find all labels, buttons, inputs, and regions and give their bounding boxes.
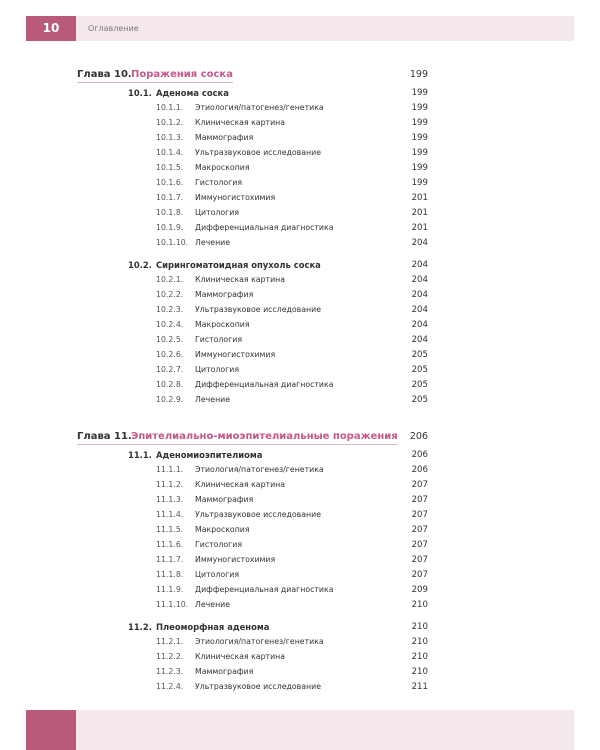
- toc-subsection[interactable]: [0, 378, 600, 392]
- entry-number: 11.1.1.: [156, 465, 184, 474]
- entry-number: 10.2.4.: [156, 320, 184, 329]
- entry-page-number: 205: [411, 365, 428, 375]
- entry-title: Макроскопия: [195, 163, 250, 172]
- entry-title: Клиническая картина: [195, 118, 286, 127]
- entry-page-number: 207: [411, 540, 428, 550]
- entry-page-number: 201: [411, 208, 428, 218]
- entry-number: 11.1.2.: [156, 480, 184, 489]
- entry-number: 10.2.5.: [156, 335, 184, 344]
- entry-number: 10.2.1.: [156, 275, 184, 284]
- entry-title: Маммография: [195, 667, 254, 676]
- entry-title: Цитология: [195, 570, 240, 579]
- entry-page-number: 207: [411, 495, 428, 505]
- toc-subsection[interactable]: [0, 665, 600, 679]
- entry-page-number: 204: [411, 335, 428, 345]
- toc-subsection[interactable]: [0, 206, 600, 220]
- entry-number: 11.2.2.: [156, 652, 184, 661]
- entry-title: Цитология: [195, 208, 240, 217]
- toc-subsection[interactable]: [0, 303, 600, 317]
- entry-title: Гистология: [195, 178, 243, 187]
- entry-title: Ультразвуковое исследование: [195, 510, 321, 519]
- entry-title: Дифференциальная диагностика: [195, 223, 334, 232]
- entry-title: Лечение: [195, 238, 231, 247]
- toc-subsection[interactable]: [0, 598, 600, 612]
- toc-subsection[interactable]: [0, 288, 600, 302]
- entry-number: 10.1.8.: [156, 208, 184, 217]
- entry-title: Иммуногистохимия: [195, 193, 276, 202]
- entry-page-number: 205: [411, 395, 428, 405]
- entry-page-number: 204: [411, 260, 428, 270]
- entry-number: 10.1.: [128, 88, 152, 98]
- entry-number: 11.1.8.: [156, 570, 184, 579]
- entry-page-number: 209: [411, 585, 428, 595]
- entry-number: 11.1.: [128, 450, 152, 460]
- entry-number: 10.2.9.: [156, 395, 184, 404]
- entry-page-number: 207: [411, 510, 428, 520]
- entry-page-number: 210: [411, 600, 428, 610]
- entry-number: 10.1.6.: [156, 178, 184, 187]
- entry-title: Клиническая картина: [195, 652, 286, 661]
- toc-subsection[interactable]: [0, 393, 600, 407]
- entry-title: Макроскопия: [195, 525, 250, 534]
- entry-page-number: 207: [411, 480, 428, 490]
- toc-chapter[interactable]: [0, 68, 600, 82]
- entry-number: 10.1.5.: [156, 163, 184, 172]
- entry-page-number: 210: [411, 637, 428, 647]
- entry-number: 11.1.10.: [156, 600, 189, 609]
- entry-page-number: 199: [411, 88, 428, 98]
- toc-subsection[interactable]: [0, 236, 600, 250]
- entry-page-number: 199: [411, 178, 428, 188]
- toc-subsection[interactable]: [0, 116, 600, 130]
- entry-number: 10.1.2.: [156, 118, 184, 127]
- entry-page-number: 205: [411, 350, 428, 360]
- entry-title: Лечение: [195, 395, 231, 404]
- toc-subsection[interactable]: [0, 553, 600, 567]
- entry-number: 11.2.4.: [156, 682, 184, 691]
- toc-section[interactable]: [0, 258, 600, 272]
- entry-page-number: 207: [411, 570, 428, 580]
- entry-title: Аденома соска: [156, 88, 229, 98]
- entry-page-number: 207: [411, 555, 428, 565]
- entry-number: 11.1.7.: [156, 555, 184, 564]
- chapter-underline: [77, 444, 398, 445]
- entry-number: 11.1.6.: [156, 540, 184, 549]
- entry-page-number: 199: [411, 163, 428, 173]
- entry-title: Этиология/патогенез/генетика: [195, 637, 324, 646]
- entry-title: Гистология: [195, 540, 243, 549]
- entry-page-number: 204: [411, 238, 428, 248]
- toc-subsection[interactable]: [0, 363, 600, 377]
- entry-title: Цитология: [195, 365, 240, 374]
- entry-title: Гистология: [195, 335, 243, 344]
- toc-subsection[interactable]: [0, 318, 600, 332]
- entry-title: Лечение: [195, 600, 231, 609]
- toc-subsection[interactable]: [0, 191, 600, 205]
- entry-page-number: 204: [411, 305, 428, 315]
- entry-number: 11.2.1.: [156, 637, 184, 646]
- toc-subsection[interactable]: [0, 680, 600, 694]
- entry-number: 10.1.4.: [156, 148, 184, 157]
- page-number: 10: [26, 16, 76, 41]
- toc-subsection[interactable]: [0, 146, 600, 160]
- entry-title: Ультразвуковое исследование: [195, 682, 321, 691]
- entry-number: 10.2.6.: [156, 350, 184, 359]
- header-title: Оглавление: [88, 24, 139, 33]
- toc-subsection[interactable]: [0, 538, 600, 552]
- entry-page-number: 201: [411, 193, 428, 203]
- entry-title: Этиология/патогенез/генетика: [195, 103, 324, 112]
- entry-title: Иммуногистохимия: [195, 350, 276, 359]
- entry-number: 11.1.4.: [156, 510, 184, 519]
- entry-title: Аденомиоэпителиома: [156, 450, 263, 460]
- toc-section[interactable]: [0, 620, 600, 634]
- toc-subsection[interactable]: [0, 568, 600, 582]
- entry-page-number: 204: [411, 290, 428, 300]
- entry-page-number: 204: [411, 275, 428, 285]
- toc-subsection[interactable]: [0, 273, 600, 287]
- entry-title: Клиническая картина: [195, 275, 286, 284]
- entry-title: Ультразвуковое исследование: [195, 305, 321, 314]
- toc-subsection[interactable]: [0, 508, 600, 522]
- entry-page-number: 206: [409, 431, 428, 442]
- entry-page-number: 210: [411, 652, 428, 662]
- chapter-label: Глава 11.: [77, 431, 132, 442]
- entry-title: Сирингоматоидная опухоль соска: [156, 260, 321, 270]
- entry-title: Клиническая картина: [195, 480, 286, 489]
- entry-number: 10.1.3.: [156, 133, 184, 142]
- toc-subsection[interactable]: [0, 176, 600, 190]
- entry-page-number: 199: [411, 118, 428, 128]
- toc-subsection[interactable]: [0, 583, 600, 597]
- entry-page-number: 207: [411, 525, 428, 535]
- entry-title: Эпителиально-миоэпителиальные поражения: [131, 431, 398, 442]
- toc-chapter[interactable]: [0, 430, 600, 444]
- entry-page-number: 201: [411, 223, 428, 233]
- entry-title: Этиология/патогенез/генетика: [195, 465, 324, 474]
- toc-subsection[interactable]: [0, 478, 600, 492]
- entry-number: 11.1.5.: [156, 525, 184, 534]
- toc-subsection[interactable]: [0, 131, 600, 145]
- entry-page-number: 199: [411, 148, 428, 158]
- entry-page-number: 210: [411, 622, 428, 632]
- entry-number: 10.1.7.: [156, 193, 184, 202]
- entry-title: Иммуногистохимия: [195, 555, 276, 564]
- entry-number: 10.2.7.: [156, 365, 184, 374]
- entry-page-number: 211: [411, 682, 428, 692]
- toc-subsection[interactable]: [0, 101, 600, 115]
- entry-title: Поражения соска: [131, 69, 233, 80]
- entry-page-number: 199: [411, 133, 428, 143]
- entry-number: 10.2.3.: [156, 305, 184, 314]
- entry-title: Дифференциальная диагностика: [195, 585, 334, 594]
- toc-subsection[interactable]: [0, 333, 600, 347]
- entry-page-number: 199: [409, 69, 428, 80]
- entry-title: Плеоморфная аденома: [156, 622, 270, 632]
- footer-accent-block: [26, 710, 76, 750]
- chapter-label: Глава 10.: [77, 69, 132, 80]
- toc-subsection[interactable]: [0, 221, 600, 235]
- toc-subsection[interactable]: [0, 523, 600, 537]
- entry-page-number: 206: [411, 465, 428, 475]
- entry-number: 11.2.: [128, 622, 152, 632]
- entry-title: Маммография: [195, 290, 254, 299]
- entry-number: 11.2.3.: [156, 667, 184, 676]
- toc-section[interactable]: [0, 86, 600, 100]
- toc-subsection[interactable]: [0, 161, 600, 175]
- chapter-underline: [77, 82, 233, 83]
- entry-page-number: 199: [411, 103, 428, 113]
- entry-title: Маммография: [195, 133, 254, 142]
- entry-number: 10.2.: [128, 260, 152, 270]
- entry-number: 10.1.10.: [156, 238, 189, 247]
- entry-number: 11.1.3.: [156, 495, 184, 504]
- toc-subsection[interactable]: [0, 463, 600, 477]
- entry-page-number: 205: [411, 380, 428, 390]
- toc-subsection[interactable]: [0, 635, 600, 649]
- entry-number: 11.1.9.: [156, 585, 184, 594]
- toc-section[interactable]: [0, 448, 600, 462]
- entry-page-number: 204: [411, 320, 428, 330]
- toc-subsection[interactable]: [0, 348, 600, 362]
- toc-subsection[interactable]: [0, 650, 600, 664]
- entry-number: 10.1.9.: [156, 223, 184, 232]
- entry-page-number: 210: [411, 667, 428, 677]
- entry-page-number: 206: [411, 450, 428, 460]
- entry-title: Макроскопия: [195, 320, 250, 329]
- entry-title: Маммография: [195, 495, 254, 504]
- page-footer: [26, 710, 574, 750]
- toc-subsection[interactable]: [0, 493, 600, 507]
- entry-number: 10.2.8.: [156, 380, 184, 389]
- entry-title: Дифференциальная диагностика: [195, 380, 334, 389]
- entry-title: Ультразвуковое исследование: [195, 148, 321, 157]
- entry-number: 10.1.1.: [156, 103, 184, 112]
- entry-number: 10.2.2.: [156, 290, 184, 299]
